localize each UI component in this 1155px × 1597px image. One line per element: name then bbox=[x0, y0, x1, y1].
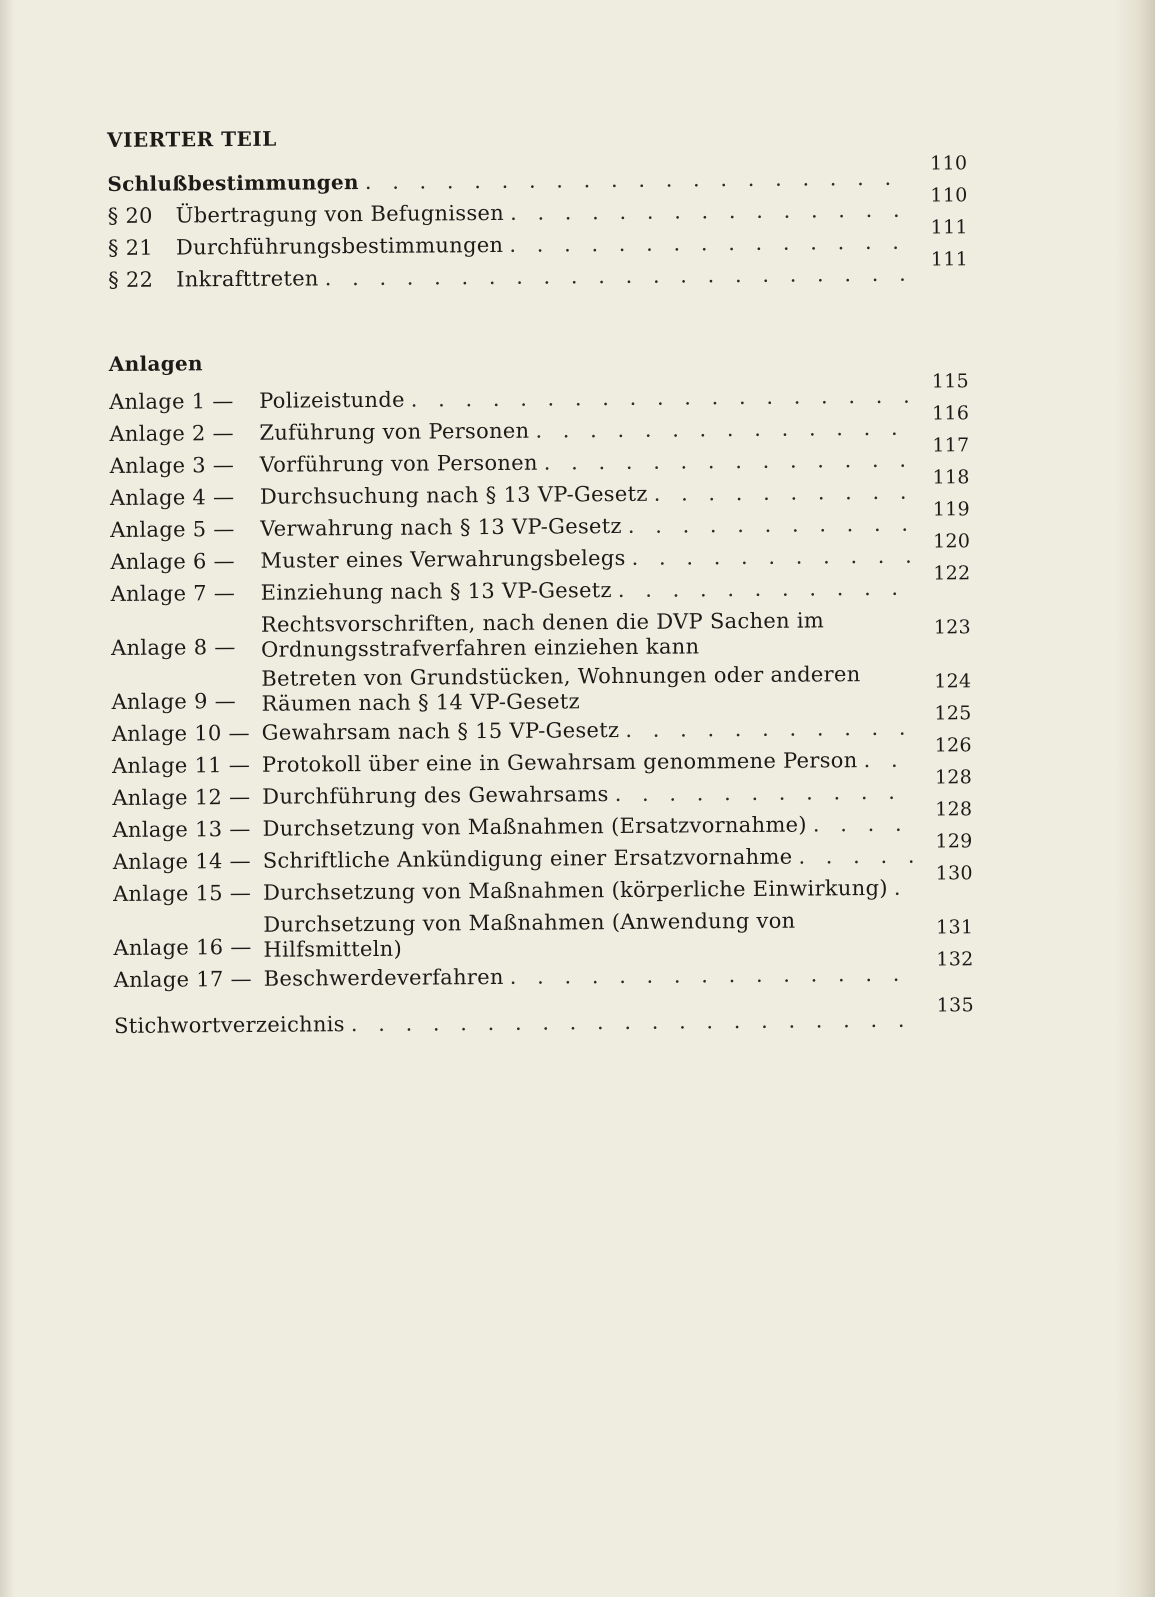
anlage-label: Anlage 12 — bbox=[112, 784, 251, 810]
entry-title: Durchführungsbestimmungen bbox=[175, 232, 504, 260]
page-number: 111 bbox=[930, 248, 969, 271]
anlage-label: Anlage 5 — bbox=[110, 517, 235, 542]
entry-title: Durchsetzung von Maßnahmen (Ersatzvornahme) bbox=[262, 812, 807, 841]
anlage-label: Anlage 11 — bbox=[111, 752, 251, 778]
page-edge-left bbox=[0, 0, 14, 1597]
dot-leader bbox=[509, 226, 908, 261]
entry-title: Gewahrsam nach § 15 VP-Gesetz bbox=[261, 717, 620, 745]
anlage-label: Anlage 10 — bbox=[111, 720, 251, 746]
anlagen-heading: Anlagen bbox=[108, 351, 203, 376]
entry-title: Einziehung nach § 13 VP-Gesetz bbox=[260, 578, 612, 605]
page-number: 119 bbox=[932, 498, 971, 521]
entry-title: Muster eines Verwahrungsbelegs bbox=[260, 545, 626, 573]
toc-entry bbox=[110, 562, 971, 610]
toc-index-row bbox=[113, 994, 975, 1042]
toc-entry bbox=[111, 661, 971, 718]
toc-entry bbox=[113, 948, 974, 996]
page-number: 122 bbox=[933, 562, 971, 585]
table-of-contents bbox=[107, 121, 974, 1042]
dot-leader bbox=[863, 744, 912, 776]
entry-title: Zuführung von Personen bbox=[259, 418, 530, 445]
page-number: 129 bbox=[935, 830, 973, 853]
dot-leader bbox=[351, 1004, 914, 1040]
toc-entry bbox=[112, 862, 973, 910]
dot-leader bbox=[625, 712, 912, 746]
dot-leader bbox=[628, 508, 911, 542]
section-title: Schlußbestimmungen bbox=[107, 170, 359, 196]
page-number: 115 bbox=[931, 370, 970, 393]
dot-leader bbox=[615, 776, 913, 810]
anlage-label: Anlage 13 — bbox=[112, 816, 251, 842]
entry-title: Vorführung von Personen bbox=[259, 450, 538, 477]
page-number: 110 bbox=[930, 184, 968, 207]
section-number: § 22 bbox=[108, 267, 154, 292]
toc-entry bbox=[108, 248, 969, 296]
dot-leader bbox=[813, 808, 913, 841]
section-number: § 20 bbox=[107, 203, 153, 228]
page-number: 131 bbox=[936, 916, 974, 939]
entry-title: Inkrafttreten bbox=[176, 266, 319, 292]
entry-title: Durchsetzung von Maßnahmen (Anwendung von Hilfsmitteln) bbox=[263, 908, 796, 962]
dot-leader bbox=[618, 572, 911, 606]
anlage-label: Anlage 3 — bbox=[109, 453, 235, 478]
page-number: 128 bbox=[935, 798, 973, 821]
entry-title: Übertragung von Befugnissen bbox=[175, 200, 505, 228]
dot-leader bbox=[535, 412, 909, 447]
page-number: 126 bbox=[934, 734, 972, 757]
entry-title: Betreten von Grundstücken, Wohnungen oder anderen Räumen nach § 14 VP-Gesetz bbox=[261, 662, 861, 716]
page-number: 116 bbox=[932, 402, 970, 425]
dot-leader bbox=[510, 958, 914, 993]
entry-title: Durchsetzung von Maßnahmen (körperliche Einwirkung) bbox=[262, 875, 888, 905]
page-number: 125 bbox=[934, 702, 972, 725]
anlage-label: Anlage 8 — bbox=[110, 635, 236, 660]
anlage-label: Anlage 7 — bbox=[110, 581, 236, 606]
page-edge-right bbox=[1115, 0, 1155, 1597]
page-number: 117 bbox=[932, 434, 970, 457]
page-number: 124 bbox=[934, 670, 972, 693]
anlage-label: Anlage 17 — bbox=[113, 966, 252, 992]
anlage-label: Anlage 2 — bbox=[109, 421, 235, 446]
page-number: 110 bbox=[930, 152, 968, 175]
part-heading: VIERTER TEIL bbox=[107, 126, 277, 152]
anlage-label: Anlage 4 — bbox=[109, 485, 235, 510]
toc-entry bbox=[113, 907, 973, 964]
entry-title: Beschwerdeverfahren bbox=[263, 964, 504, 991]
part-entries bbox=[107, 184, 969, 296]
dot-leader bbox=[798, 840, 913, 873]
anlage-label: Anlage 6 — bbox=[110, 549, 236, 574]
anlage-label: Anlage 14 — bbox=[112, 848, 252, 874]
page-number: 120 bbox=[933, 530, 971, 553]
page-number: 130 bbox=[935, 862, 973, 885]
anlage-label: Anlage 9 — bbox=[111, 689, 237, 714]
entry-title: Protokoll über eine in Gewahrsam genommene Person bbox=[261, 748, 858, 777]
dot-leader bbox=[544, 444, 910, 479]
dot-leader bbox=[325, 258, 909, 295]
dot-leader bbox=[411, 380, 910, 416]
page-number: 128 bbox=[934, 766, 973, 789]
index-title: Stichwortverzeichnis bbox=[113, 1012, 345, 1038]
entry-title: Verwahrung nach § 13 VP-Gesetz bbox=[260, 513, 622, 541]
section-number: § 21 bbox=[107, 235, 154, 260]
page-number: 111 bbox=[930, 216, 968, 239]
entry-title: Schriftliche Ankündigung einer Ersatzvornahme bbox=[262, 844, 793, 873]
anlage-label: Anlage 1 — bbox=[109, 389, 234, 414]
entry-title: Durchsuchung nach § 13 VP-Gesetz bbox=[259, 481, 648, 509]
entry-title: Durchführung des Gewahrsams bbox=[262, 782, 609, 809]
anlage-label: Anlage 15 — bbox=[112, 880, 252, 906]
page-number: 132 bbox=[936, 948, 974, 971]
entry-title: Polizeistunde bbox=[259, 387, 405, 413]
page-number: 135 bbox=[936, 994, 975, 1017]
dot-leader bbox=[894, 872, 913, 904]
anlage-label: Anlage 16 — bbox=[113, 934, 252, 960]
dot-leader bbox=[654, 476, 910, 510]
page-number: 118 bbox=[932, 466, 970, 489]
entry-title: Rechtsvorschriften, nach denen die DVP Sachen im Ordnungsstrafverfahren einziehen kann bbox=[260, 608, 825, 662]
anlagen-entries bbox=[109, 370, 974, 996]
dot-leader bbox=[365, 162, 908, 198]
page-number: 123 bbox=[933, 616, 972, 639]
toc-entry bbox=[111, 607, 971, 664]
dot-leader bbox=[631, 540, 910, 574]
dot-leader bbox=[510, 194, 908, 229]
